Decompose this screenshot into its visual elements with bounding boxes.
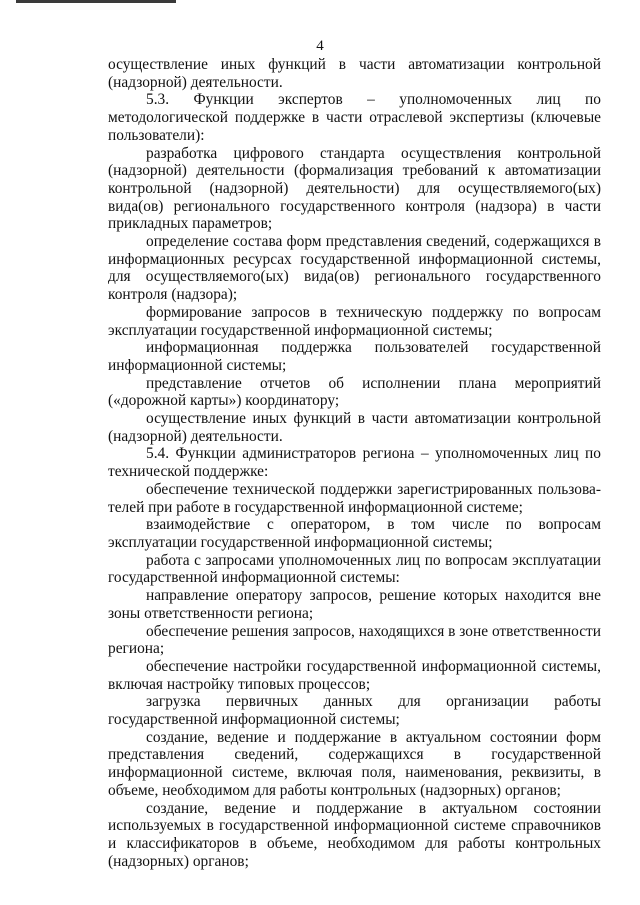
document-body (108, 56, 601, 870)
paragraph: представление отчетов об исполнении плана мероприятий («дорожной карты») координатору; (108, 374, 601, 410)
paragraph: взаимодействие с оператором, в том числе по вопросам эксплуатации государственной информационной системы; (108, 516, 601, 551)
paragraph: обеспечение настройки государственной информационной системы, включая настройку типовых процессов; (108, 657, 601, 693)
paragraph: направление оператору запросов, решение которых находится вне зоны ответственности региона; (108, 587, 601, 622)
paragraph: осуществление иных функций в части автоматизации контрольной (надзорной) деятельности. (108, 56, 601, 91)
paragraph: загрузка первичных данных для организации работы государственной информационной системы; (108, 693, 601, 729)
paragraph: формирование запросов в техническую поддержку по вопросам эксплуатации государственной информационной системы; (108, 303, 601, 339)
paragraph: обеспечение решения запросов, находящихся в зоне ответственности региона; (108, 622, 601, 658)
paragraph: создание, ведение и поддержание в актуальном состоянии используемых в государственной информационной системе справочников и классификаторов в объеме, необходимом для работы контрольных (надзорных) органов; (108, 799, 601, 870)
paragraph: работа с запросами уполномоченных лиц по вопросам эксплуатации государственной информационной системы: (108, 551, 601, 587)
paragraph: разработка цифрового стандарта осуществления контрольной (надзорной) деятельности (формализация требований к автоматизации контрольной (надзорной) деятельности) для осуществляемого(ых) вида(ов) регионального государственного контроля (надзора) в части прикладных параметров; (108, 144, 601, 233)
paragraph: информационная поддержка пользователей государственной информационной системы; (108, 339, 601, 374)
paragraph: создание, ведение и поддержание в актуальном состоянии форм представления сведений, содержащихся в государственной информационной системе, включая поля, наименования, реквизиты, в объеме, необходимом для работы контрольных (надзорных) органов; (108, 728, 601, 799)
paragraph: 5.3. Функции экспертов – уполномоченных лиц по методологической поддержке в части отраслевой экспертизы (ключевые пользователи): (108, 91, 601, 144)
scan-edge-line (16, 0, 176, 3)
paragraph: обеспечение технической поддержки зарегистрированных пользователей при работе в государственной информационной системе; (108, 480, 601, 516)
paragraph: определение состава форм представления сведений, содержащихся в информационных ресурсах государственной информационной системы, для осуществляемого(ых) вида(ов) регионального государственного контроля (надзора); (108, 233, 601, 304)
paragraph: осуществление иных функций в части автоматизации контрольной (надзорной) деятельности. (108, 410, 601, 445)
page-number: 4 (316, 38, 324, 54)
paragraph: 5.4. Функции администраторов региона – уполномоченных лиц по технической поддержке: (108, 445, 601, 481)
